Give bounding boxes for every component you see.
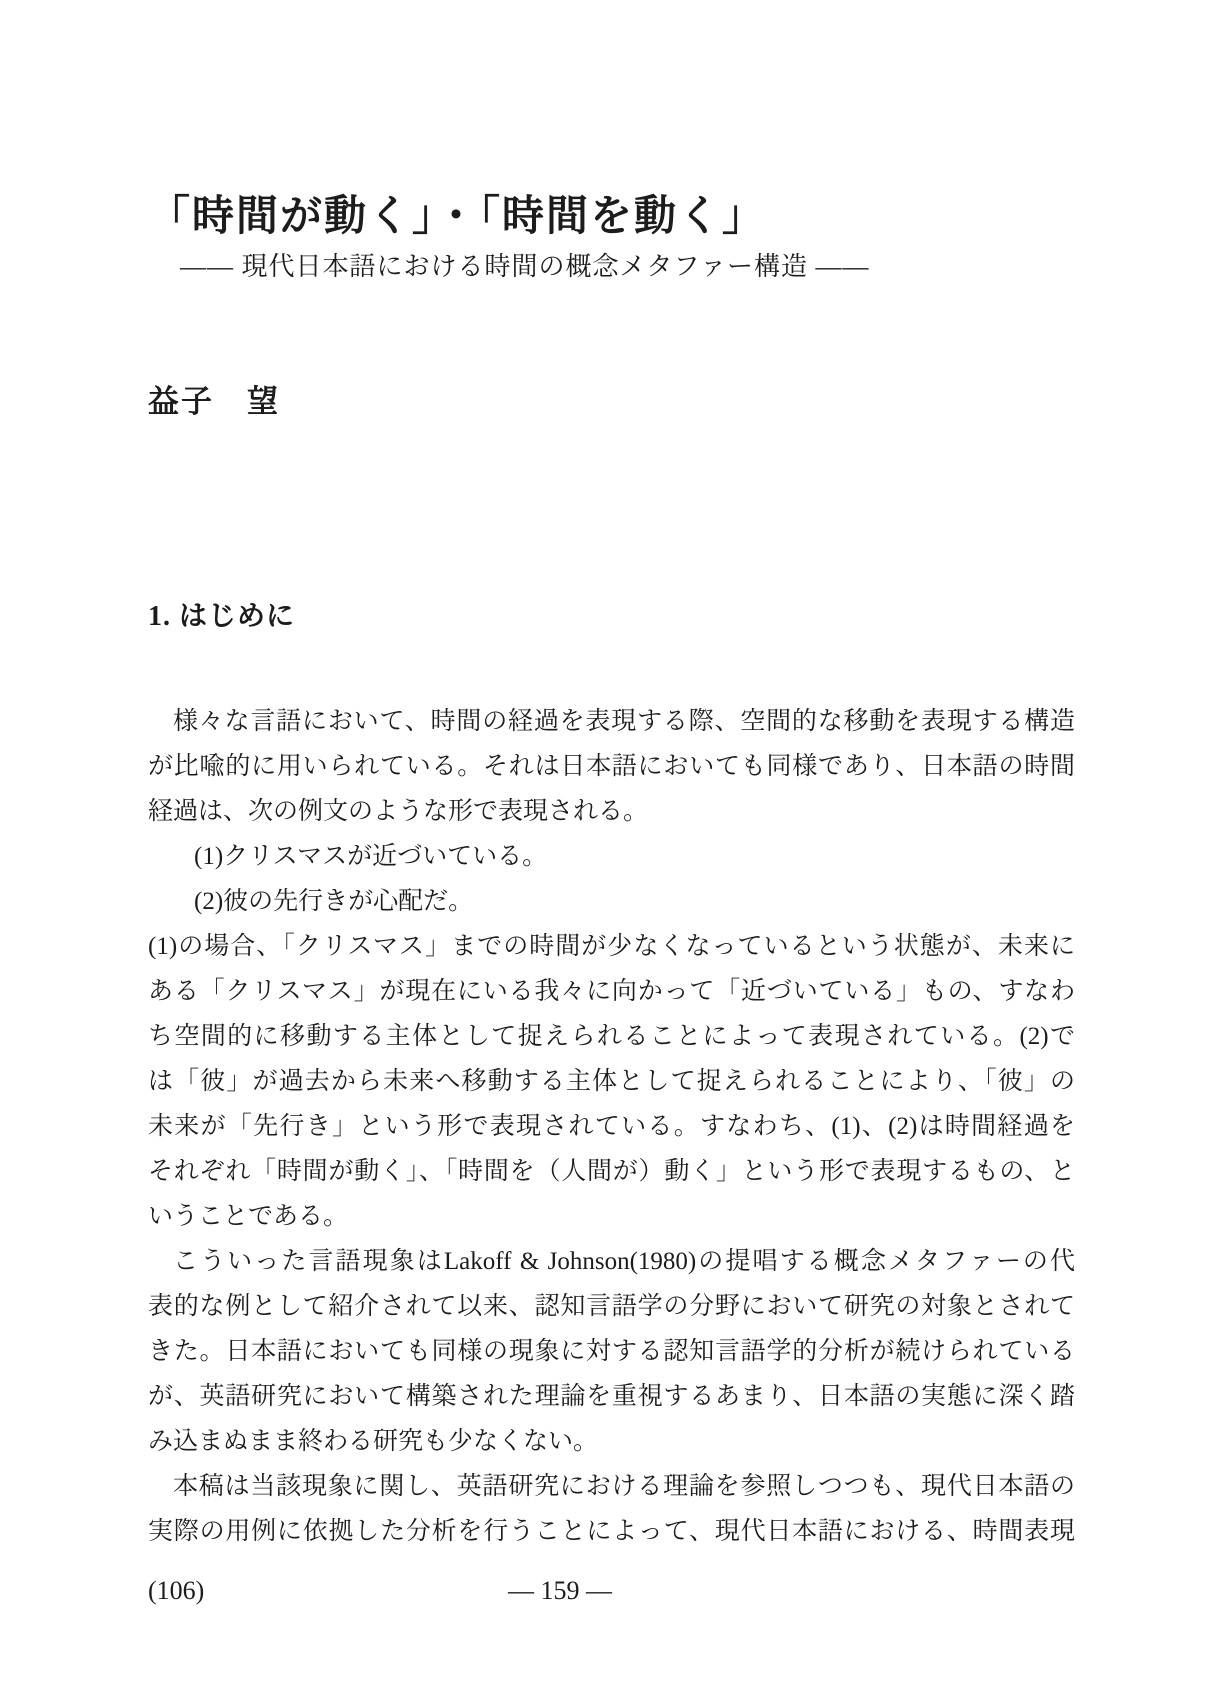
- example-line-2: (2)彼の先行きが心配だ。: [194, 888, 474, 915]
- body-line: 経過は、次の例文のような形で表現される。: [148, 798, 649, 825]
- paper-subtitle: ―― 現代日本語における時間の概念メタファー構造 ――: [180, 252, 870, 281]
- body-line: は「彼」が過去から未来へ移動する主体として捉えられることにより、「彼」の: [148, 1068, 1075, 1095]
- body-line: きた。日本語においても同様の現象に対する認知言語学的分析が続けられている: [148, 1338, 1075, 1365]
- footer-page-number: ― 159 ―: [508, 1576, 612, 1605]
- body-line: み込まぬまま終わる研究も少なくない。: [148, 1428, 599, 1455]
- body-line: ある「クリスマス」が現在にいる我々に向かって「近づいている」もの、すなわ: [148, 978, 1075, 1005]
- body-line: 様々な言語において、時間の経過を表現する際、空間的な移動を表現する構造: [173, 708, 1075, 735]
- body-line: こういった言語現象はLakoff & Johnson(1980)の提唱する概念メタファーの代: [173, 1248, 1075, 1275]
- body-line: それぞれ「時間が動く」、「時間を（人間が）動く」という形で表現するもの、と: [148, 1158, 1075, 1185]
- example-line-1: (1)クリスマスが近づいている。: [194, 843, 548, 870]
- body-line: 未来が「先行き」という形で表現されている。すなわち、(1)、(2)は時間経過を: [148, 1113, 1075, 1140]
- body-line: が、英語研究において構築された理論を重視するあまり、日本語の実態に深く踏: [148, 1383, 1075, 1410]
- body-line: 表的な例として紹介されて以来、認知言語学の分野において研究の対象とされて: [148, 1293, 1075, 1320]
- body-text: [148, 699, 1075, 1554]
- author-name: 益子 望: [148, 384, 280, 419]
- body-line: が比喩的に用いられている。それは日本語においても同様であり、日本語の時間: [148, 753, 1075, 780]
- paper-title: 「時間が動く」・「時間を動く」: [148, 194, 767, 240]
- body-line: (1)の場合、「クリスマス」までの時間が少なくなっているという状態が、未来に: [148, 933, 1075, 960]
- body-line: 実際の用例に依拠した分析を行うことによって、現代日本語における、時間表現: [148, 1518, 1075, 1545]
- footer-issue-number: (106): [148, 1576, 205, 1605]
- body-line: ち空間的に移動する主体として捉えられることによって表現されている。(2)で: [148, 1023, 1075, 1050]
- body-line: 本稿は当該現象に関し、英語研究における理論を参照しつつも、現代日本語の: [173, 1473, 1075, 1500]
- body-line: いうことである。: [148, 1203, 349, 1230]
- section-heading: 1. はじめに: [148, 601, 296, 632]
